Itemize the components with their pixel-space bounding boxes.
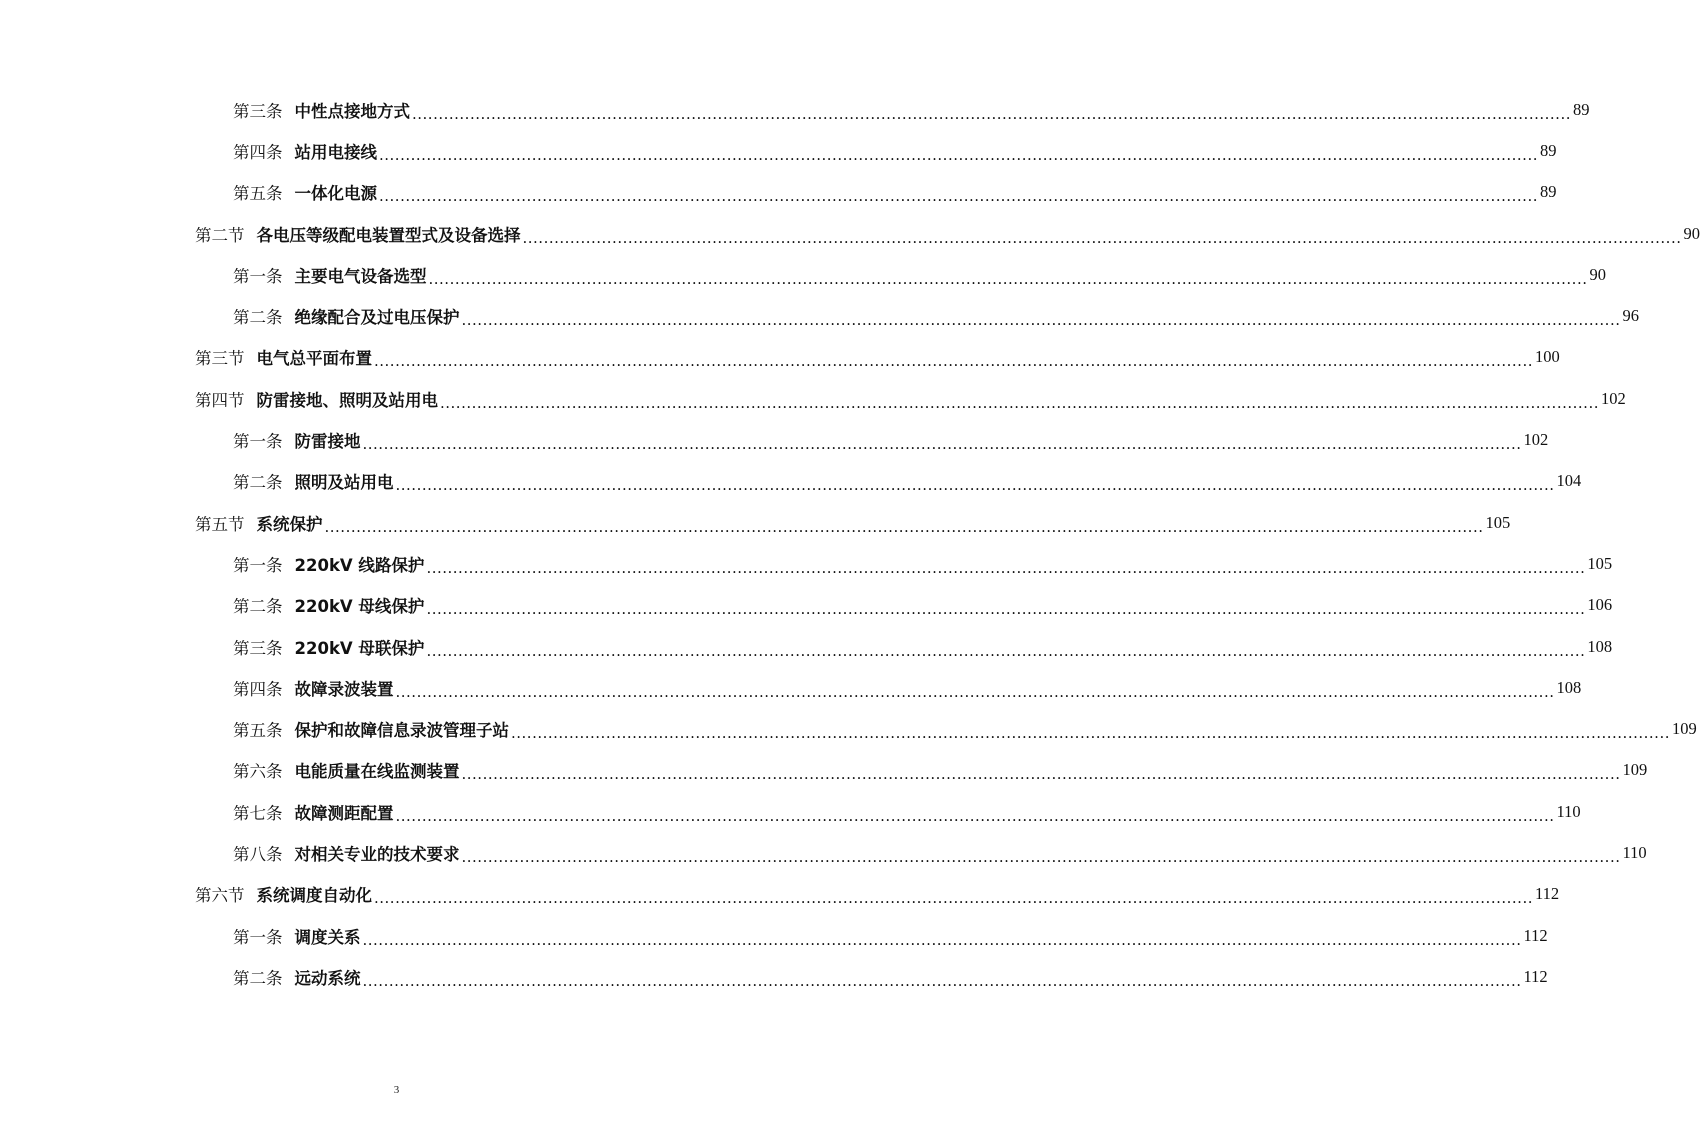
toc-article-entry[interactable] [0, 626, 1613, 667]
toc-entry-title: 防雷接地 [294, 432, 361, 452]
toc-entry-number: 第八条 [233, 844, 283, 864]
toc-article-entry[interactable] [0, 791, 1581, 832]
toc-entry-number: 第一条 [233, 555, 283, 575]
dot-leader: ............................................................................................................................................................................................................................ [374, 352, 1533, 371]
toc-entry-number: 第一条 [233, 432, 283, 452]
dot-leader: ............................................................................................................................................................................................................................ [395, 682, 1555, 701]
toc-entry-page: 90 [1589, 264, 1606, 284]
dot-leader: ............................................................................................................................................................................................................................ [428, 269, 1588, 288]
toc-article-entry[interactable] [0, 295, 1639, 336]
toc-entry-title: 电气总平面布置 [256, 349, 372, 369]
dot-leader: ............................................................................................................................................................................................................................ [362, 930, 1522, 949]
toc-entry-number: 第一条 [233, 927, 283, 947]
dot-leader: ............................................................................................................................................................................................................................ [362, 435, 1522, 454]
toc-entry-title: 远动系统 [294, 968, 361, 988]
toc-entry-page: 102 [1600, 388, 1626, 408]
toc-entry-number: 第二条 [233, 308, 283, 328]
dot-leader: ............................................................................................................................................................................................................................ [324, 517, 1484, 536]
toc-entry-page: 110 [1556, 801, 1581, 821]
dot-leader: ............................................................................................................................................................................................................................ [426, 600, 1586, 619]
table-of-contents [0, 89, 1700, 998]
toc-article-entry[interactable] [0, 461, 1582, 502]
toc-entry-page: 106 [1587, 595, 1613, 615]
toc-entry-page: 110 [1622, 842, 1647, 862]
dot-leader: ............................................................................................................................................................................................................................ [395, 476, 1555, 495]
toc-article-entry[interactable] [0, 89, 1590, 130]
toc-entry-page: 89 [1572, 99, 1590, 119]
toc-entry-number: 第五节 [195, 514, 245, 534]
toc-entry-page: 109 [1671, 719, 1697, 739]
toc-entry-title: 对相关专业的技术要求 [294, 844, 460, 864]
dot-leader: ............................................................................................................................................................................................................................ [461, 765, 1621, 784]
toc-entry-title: 中性点接地方式 [294, 101, 410, 121]
toc-entry-page: 105 [1485, 512, 1511, 532]
toc-entry-page: 112 [1534, 884, 1560, 904]
toc-article-entry[interactable] [0, 585, 1613, 626]
toc-entry-page: 108 [1587, 636, 1613, 656]
dot-leader: ............................................................................................................................................................................................................................ [412, 104, 1571, 123]
toc-entry-page: 100 [1534, 347, 1560, 367]
toc-entry-title: 220kV 线路保护 [294, 555, 425, 575]
toc-entry-page: 89 [1539, 140, 1557, 160]
toc-article-entry[interactable] [0, 708, 1697, 749]
toc-section-entry[interactable] [0, 337, 1560, 378]
toc-entry-title: 主要电气设备选型 [294, 266, 427, 286]
toc-entry-number: 第三节 [195, 349, 245, 369]
toc-entry-number: 第四条 [233, 142, 283, 162]
toc-entry-title: 故障录波装置 [294, 679, 394, 699]
dot-leader: ............................................................................................................................................................................................................................ [461, 847, 1621, 866]
toc-entry-page: 112 [1523, 966, 1548, 986]
toc-entry-page: 112 [1523, 925, 1548, 945]
toc-entry-number: 第五条 [233, 721, 283, 741]
toc-article-entry[interactable] [0, 667, 1582, 708]
toc-entry-number: 第三条 [233, 638, 283, 658]
dot-leader: ............................................................................................................................................................................................................................ [379, 145, 1538, 164]
toc-entry-number: 第一条 [233, 266, 283, 286]
toc-entry-title: 系统保护 [256, 514, 323, 534]
toc-article-entry[interactable] [0, 130, 1557, 171]
toc-entry-title: 照明及站用电 [294, 473, 394, 493]
toc-entry-number: 第二条 [233, 597, 283, 617]
toc-entry-page: 109 [1622, 760, 1648, 780]
dot-leader: ............................................................................................................................................................................................................................ [426, 558, 1586, 577]
toc-entry-title: 防雷接地、照明及站用电 [256, 390, 438, 410]
dot-leader: ............................................................................................................................................................................................................................ [362, 971, 1522, 990]
toc-entry-number: 第二条 [233, 968, 283, 988]
toc-entry-number: 第二节 [195, 225, 245, 245]
dot-leader: ............................................................................................................................................................................................................................ [426, 641, 1586, 660]
toc-article-entry[interactable] [0, 832, 1647, 873]
toc-entry-page: 90 [1683, 223, 1700, 243]
toc-article-entry[interactable] [0, 956, 1548, 997]
toc-entry-title: 系统调度自动化 [256, 886, 372, 906]
toc-entry-number: 第七条 [233, 803, 283, 823]
toc-entry-number: 第五条 [233, 184, 283, 204]
dot-leader: ............................................................................................................................................................................................................................ [440, 393, 1599, 412]
toc-entry-title: 电能质量在线监测装置 [294, 762, 460, 782]
page-number: 3 [393, 1084, 400, 1096]
toc-entry-title: 220kV 母联保护 [294, 638, 425, 658]
toc-entry-title: 站用电接线 [294, 142, 377, 162]
toc-entry-page: 104 [1556, 471, 1582, 491]
toc-entry-page: 96 [1622, 306, 1639, 326]
dot-leader: ............................................................................................................................................................................................................................ [511, 724, 1670, 743]
toc-article-entry[interactable] [0, 172, 1557, 213]
toc-article-entry[interactable] [0, 419, 1549, 460]
toc-section-entry[interactable] [0, 213, 1700, 254]
toc-entry-number: 第六节 [195, 886, 245, 906]
toc-entry-number: 第六条 [233, 762, 283, 782]
dot-leader: ............................................................................................................................................................................................................................ [461, 311, 1621, 330]
toc-section-entry[interactable] [0, 502, 1511, 543]
toc-article-entry[interactable] [0, 750, 1648, 791]
toc-entry-page: 89 [1539, 182, 1557, 202]
toc-entry-title: 故障测距配置 [294, 803, 394, 823]
toc-entry-number: 第二条 [233, 473, 283, 493]
toc-article-entry[interactable] [0, 915, 1548, 956]
toc-entry-title: 一体化电源 [294, 184, 377, 204]
toc-entry-title: 调度关系 [294, 927, 361, 947]
dot-leader: ............................................................................................................................................................................................................................ [395, 806, 1555, 825]
toc-section-entry[interactable] [0, 378, 1626, 419]
toc-entry-page: 108 [1556, 677, 1582, 697]
toc-entry-number: 第四节 [195, 390, 245, 410]
toc-entry-number: 第四条 [233, 679, 283, 699]
dot-leader: ............................................................................................................................................................................................................................ [374, 889, 1533, 908]
toc-entry-title: 保护和故障信息录波管理子站 [294, 721, 509, 741]
toc-entry-page: 105 [1587, 553, 1613, 573]
toc-entry-title: 绝缘配合及过电压保护 [294, 308, 460, 328]
dot-leader: ............................................................................................................................................................................................................................ [522, 228, 1682, 247]
toc-article-entry[interactable] [0, 254, 1606, 295]
toc-entry-title: 220kV 母线保护 [294, 597, 425, 617]
dot-leader: ............................................................................................................................................................................................................................ [379, 187, 1538, 206]
toc-entry-page: 102 [1523, 430, 1549, 450]
toc-section-entry[interactable] [0, 874, 1560, 915]
toc-article-entry[interactable] [0, 543, 1613, 584]
toc-entry-number: 第三条 [233, 101, 283, 121]
toc-entry-title: 各电压等级配电装置型式及设备选择 [256, 225, 521, 245]
